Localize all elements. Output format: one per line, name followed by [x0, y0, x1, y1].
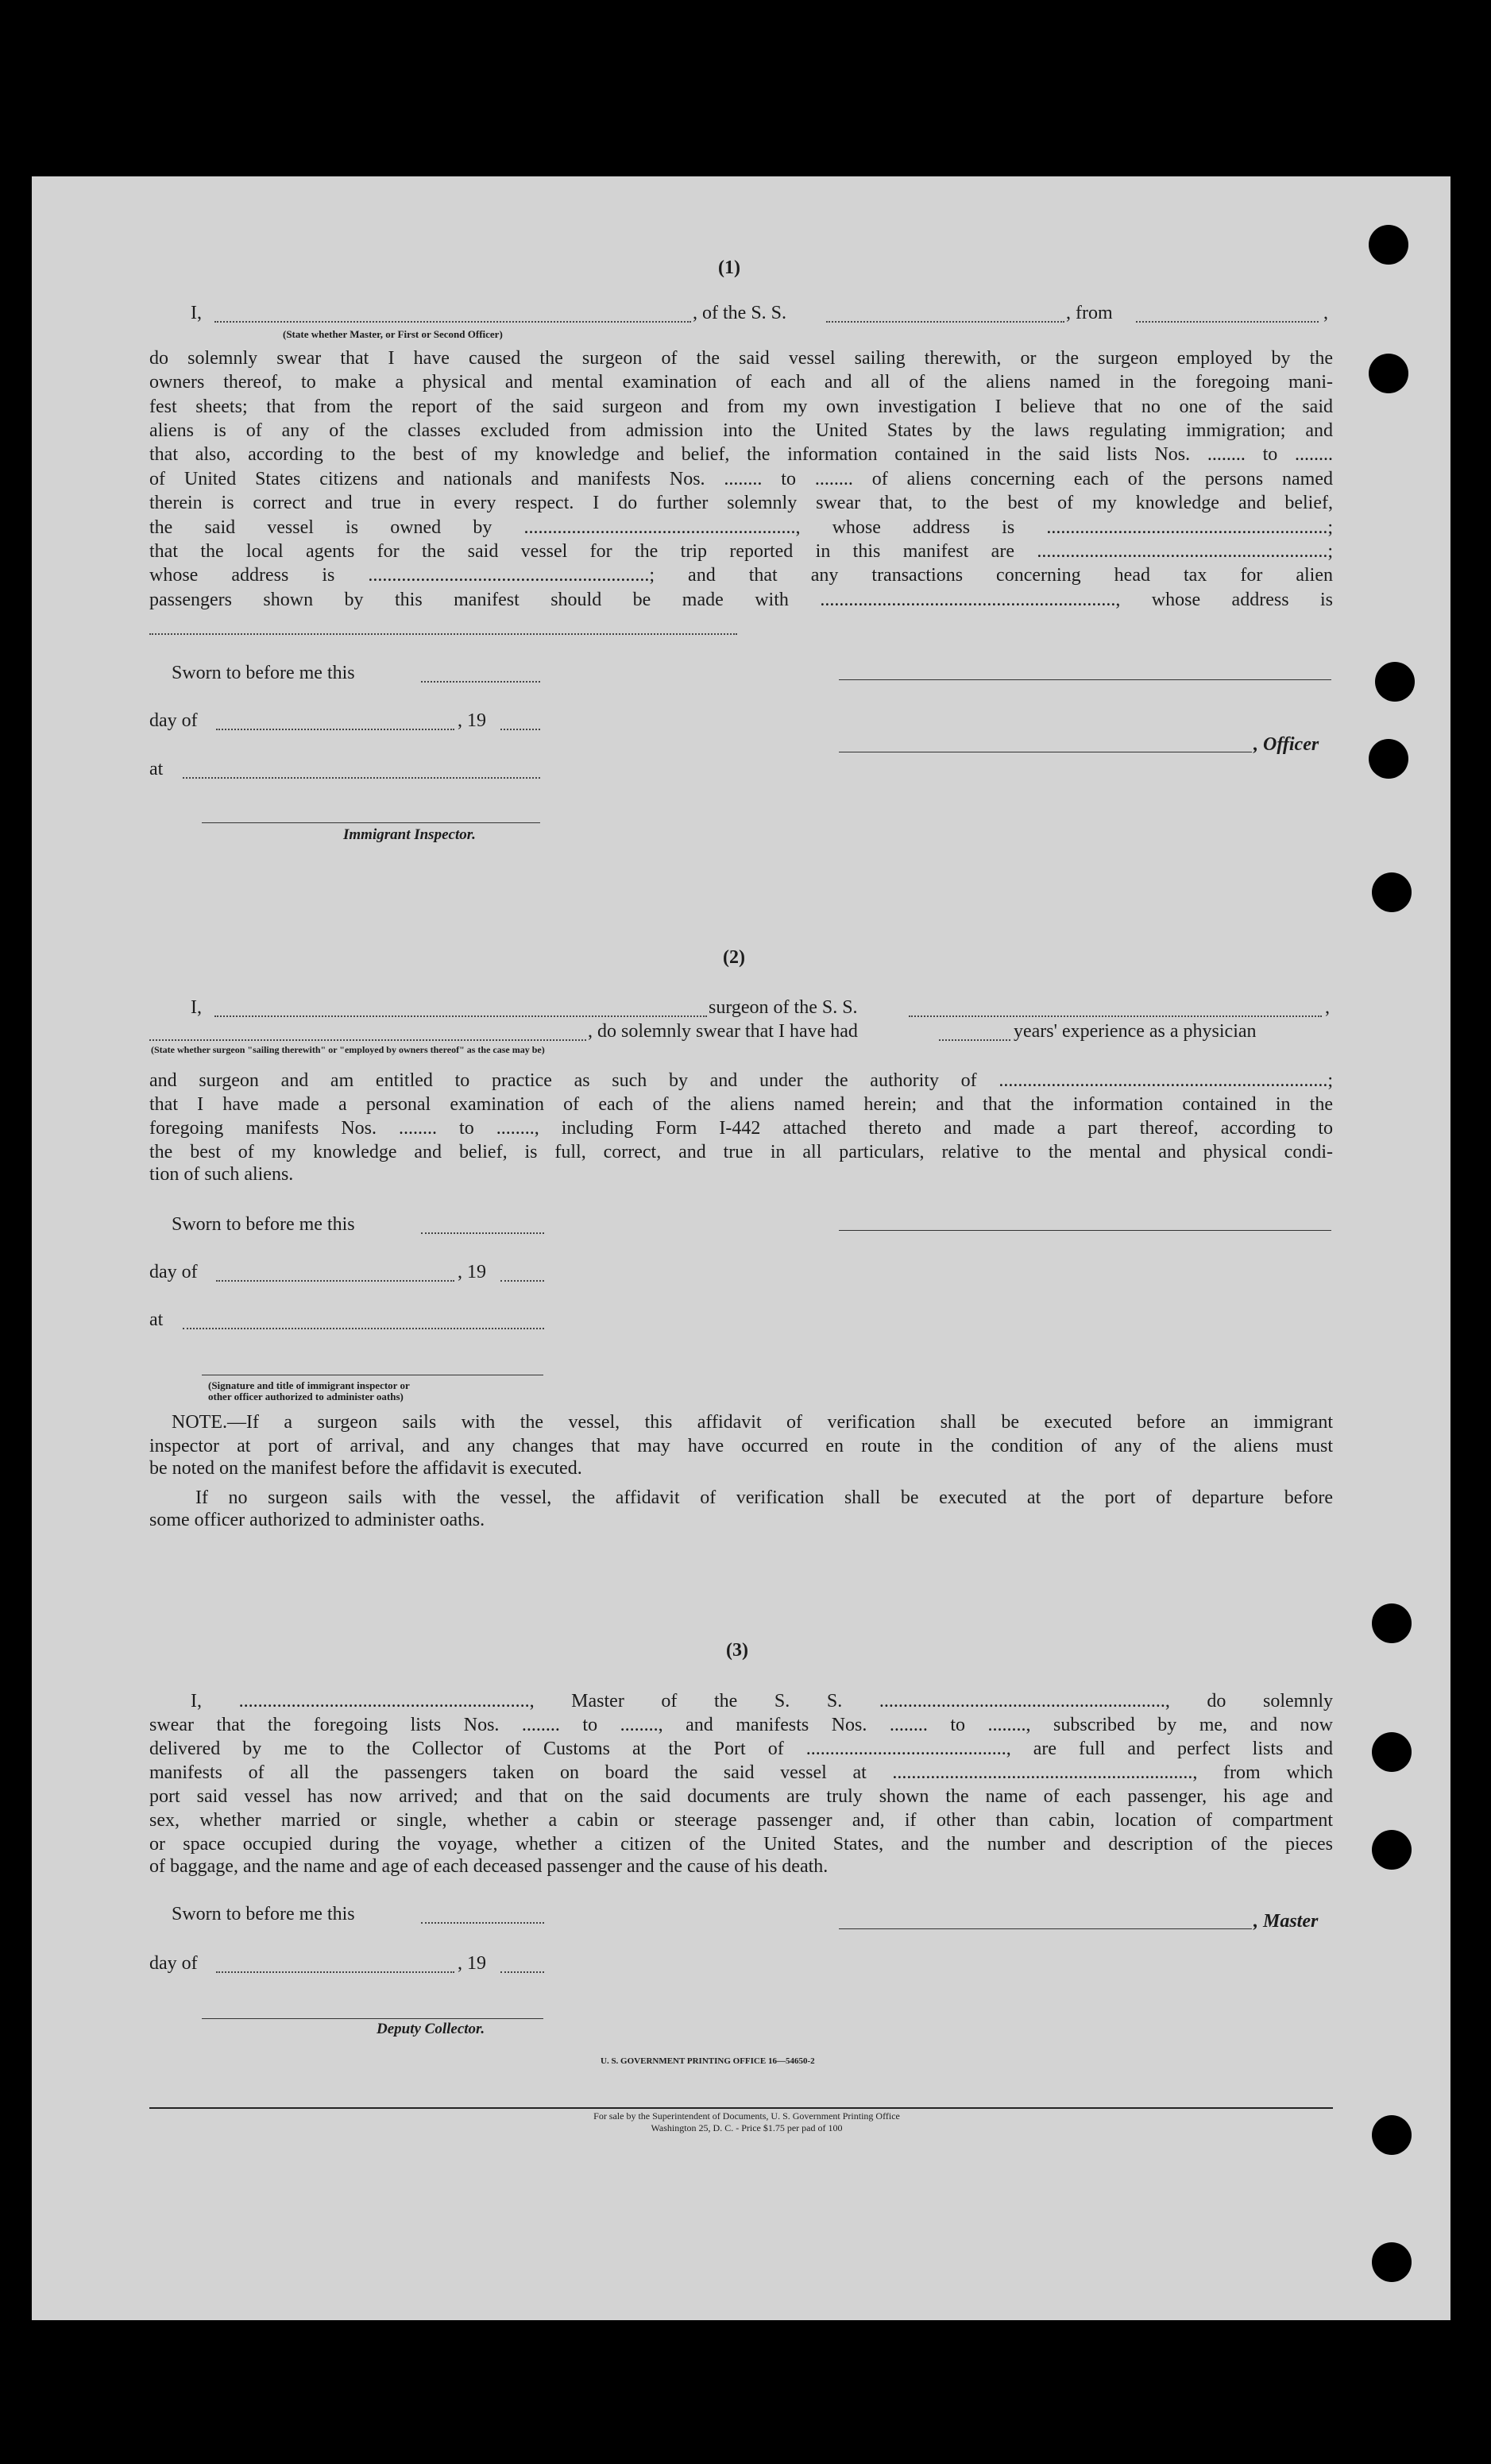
punch-hole — [1372, 2115, 1412, 2155]
year-label: , 19 — [458, 1953, 486, 1974]
years-experience-label: years' experience as a physician — [1014, 1021, 1257, 1042]
section-2-heading: (2) — [723, 947, 745, 968]
note-line: be noted on the manifest before the affidavit is executed. — [149, 1458, 582, 1479]
comma: , — [1325, 997, 1330, 1018]
master-signature-line — [839, 1928, 1252, 1929]
note-line: NOTE.—If a surgeon sails with the vessel, this affidavit of verification shall be executed before an immigrant — [172, 1412, 1333, 1433]
punch-hole — [1369, 225, 1408, 265]
surgeon-of-ss-label: surgeon of the S. S. — [709, 997, 858, 1018]
oath-line: do solemnly swear that I have caused the surgeon of the said vessel sailing therewith, or the surgeon employed by the — [149, 348, 1333, 369]
deputy-collector-label: Deputy Collector. — [377, 2021, 485, 2037]
oath-line: whose address is ...........................................................; and that any transactions concerning head tax for alien — [149, 565, 1333, 586]
punch-hole — [1369, 354, 1408, 393]
master-label: , Master — [1253, 1911, 1319, 1932]
master-oath-line: port said vessel has now arrived; and that on the said documents are truly shown the name of each passenger, his age and — [149, 1786, 1333, 1807]
punch-hole — [1372, 2242, 1412, 2282]
signature-note: (Signature and title of immigrant inspector or — [208, 1379, 410, 1391]
do-swear-label: , do solemnly swear that I have had — [588, 1021, 858, 1042]
year-blank — [500, 1971, 544, 1973]
years-blank — [939, 1039, 1010, 1041]
oath-line: fest sheets; that from the report of the said surgeon and from my own investigation I believe that no one of the said — [149, 396, 1333, 417]
collector-signature-line — [202, 2018, 543, 2019]
oath-line: that the local agents for the said vessel for the trip reported in this manifest are .............................................................; — [149, 541, 1333, 562]
of-ss-label: , of the S. S. — [693, 303, 787, 323]
surgeon-signature-line — [839, 1230, 1331, 1231]
surgeon-oath-line: tion of such aliens. — [149, 1164, 294, 1185]
from-port-blank — [1136, 321, 1319, 323]
oath-line: passengers shown by this manifest should be made with .............................................................., whose address is — [149, 590, 1333, 610]
i-label: I, — [191, 303, 202, 323]
punch-hole — [1372, 1603, 1412, 1643]
punch-hole — [1369, 739, 1408, 779]
punch-hole — [1372, 1830, 1412, 1870]
officer-rank-note: (State whether Master, or First or Second Officer) — [283, 328, 503, 340]
vessel-name-blank — [826, 321, 1064, 323]
punch-hole — [1372, 872, 1412, 912]
note-line: inspector at port of arrival, and any changes that may have occurred en route in the condition of any of the aliens must — [149, 1436, 1333, 1456]
master-oath-line: I, ............................................................., Master of the S. S. ............................................................, do solemnly — [191, 1691, 1333, 1712]
oath-line: therein is correct and true in every respect. I do further solemnly swear that, to the best of my knowledge and belief, — [149, 493, 1333, 513]
sale-notice: Washington 25, D. C. - Price $1.75 per pad of 100 — [651, 2122, 843, 2133]
at-blank — [183, 777, 540, 779]
punch-hole — [1375, 662, 1415, 702]
note-line: some officer authorized to administer oaths. — [149, 1510, 485, 1530]
officer-signature-line — [839, 679, 1331, 680]
gpo-imprint: U. S. GOVERNMENT PRINTING OFFICE 16—54650-2 — [601, 2056, 815, 2066]
master-oath-line: delivered by me to the Collector of Customs at the Port of .........................................., are full and perfect lists and — [149, 1739, 1333, 1759]
section-1-heading: (1) — [718, 257, 740, 278]
officer-label: , Officer — [1253, 734, 1319, 755]
sworn-label: Sworn to before me this — [172, 663, 355, 683]
sale-notice: For sale by the Superintendent of Documents, U. S. Government Printing Office — [593, 2110, 900, 2122]
oath-line: that also, according to the best of my knowledge and belief, the information contained in the said lists Nos. ........ to ........ — [149, 444, 1333, 465]
surgeon-name-blank — [214, 1015, 707, 1017]
day-of-label: day of — [149, 710, 198, 731]
day-blank — [216, 729, 454, 730]
surgeon-oath-line: that I have made a personal examination of each of the aliens named herein; and that the information contained in the — [149, 1094, 1333, 1115]
surgeon-type-blank — [149, 1039, 586, 1041]
sworn-date-blank — [421, 1232, 544, 1234]
note-line: If no surgeon sails with the vessel, the affidavit of verification shall be executed at the port of departure before — [195, 1487, 1333, 1508]
master-oath-line: sex, whether married or single, whether a cabin or steerage passenger and, if other than cabin, location of compartment — [149, 1810, 1333, 1831]
address-blank — [149, 633, 737, 635]
oath-line: owners thereof, to make a physical and mental examination of each and all of the aliens named in the foregoing mani- — [149, 372, 1333, 393]
sworn-date-blank — [421, 681, 540, 683]
master-oath-line: swear that the foregoing lists Nos. ........ to ........, and manifests Nos. ........ to ........, subscribed by me, and now — [149, 1715, 1333, 1735]
year-label: , 19 — [458, 710, 486, 731]
at-label: at — [149, 1309, 164, 1330]
inspector-signature-line — [202, 822, 540, 823]
year-blank — [500, 729, 540, 730]
sworn-date-blank — [421, 1922, 544, 1924]
at-label: at — [149, 759, 164, 779]
oath-line: of United States citizens and nationals and manifests Nos. ........ to ........ of aliens concerning each of the persons named — [149, 469, 1333, 489]
i-label: I, — [191, 997, 202, 1018]
year-label: , 19 — [458, 1262, 486, 1282]
master-oath-line: or space occupied during the voyage, whether a citizen of the United States, and the number and description of the pieces — [149, 1834, 1333, 1855]
officer-name-blank — [214, 321, 691, 323]
day-blank — [216, 1280, 454, 1282]
sworn-label: Sworn to before me this — [172, 1904, 355, 1924]
surgeon-oath-line: the best of my knowledge and belief, is full, correct, and true in all particulars, relative to the mental and physical condi- — [149, 1142, 1333, 1162]
surgeon-oath-line: and surgeon and am entitled to practice as such by and under the authority of .....................................................................; — [149, 1070, 1333, 1091]
sworn-label: Sworn to before me this — [172, 1214, 355, 1235]
day-of-label: day of — [149, 1953, 198, 1974]
immigrant-inspector-label: Immigrant Inspector. — [343, 826, 476, 843]
day-blank — [216, 1971, 454, 1973]
comma: , — [1323, 303, 1328, 323]
signature-note: other officer authorized to administer oaths) — [208, 1391, 404, 1402]
surgeon-type-note: (State whether surgeon "sailing therewith" or "employed by owners thereof" as the case may be) — [151, 1044, 545, 1055]
surgeon-oath-line: foregoing manifests Nos. ........ to ........, including Form I-442 attached thereto and made a part thereof, according to — [149, 1118, 1333, 1139]
at-blank — [183, 1328, 544, 1329]
oath-line: the said vessel is owned by ........................................................., whose address is ...........................................................; — [149, 517, 1333, 538]
punch-hole — [1372, 1732, 1412, 1772]
year-blank — [500, 1280, 544, 1282]
oath-line: aliens is of any of the classes excluded from admission into the United States by the laws regulating immigration; and — [149, 420, 1333, 441]
footer-rule — [149, 2107, 1333, 2109]
section-3-heading: (3) — [726, 1640, 748, 1661]
master-oath-line: of baggage, and the name and age of each deceased passenger and the cause of his death. — [149, 1856, 829, 1877]
day-of-label: day of — [149, 1262, 198, 1282]
from-label: , from — [1066, 303, 1113, 323]
surgeon-vessel-blank — [909, 1015, 1322, 1017]
master-oath-line: manifests of all the passengers taken on board the said vessel at ..............................................................., from which — [149, 1762, 1333, 1783]
